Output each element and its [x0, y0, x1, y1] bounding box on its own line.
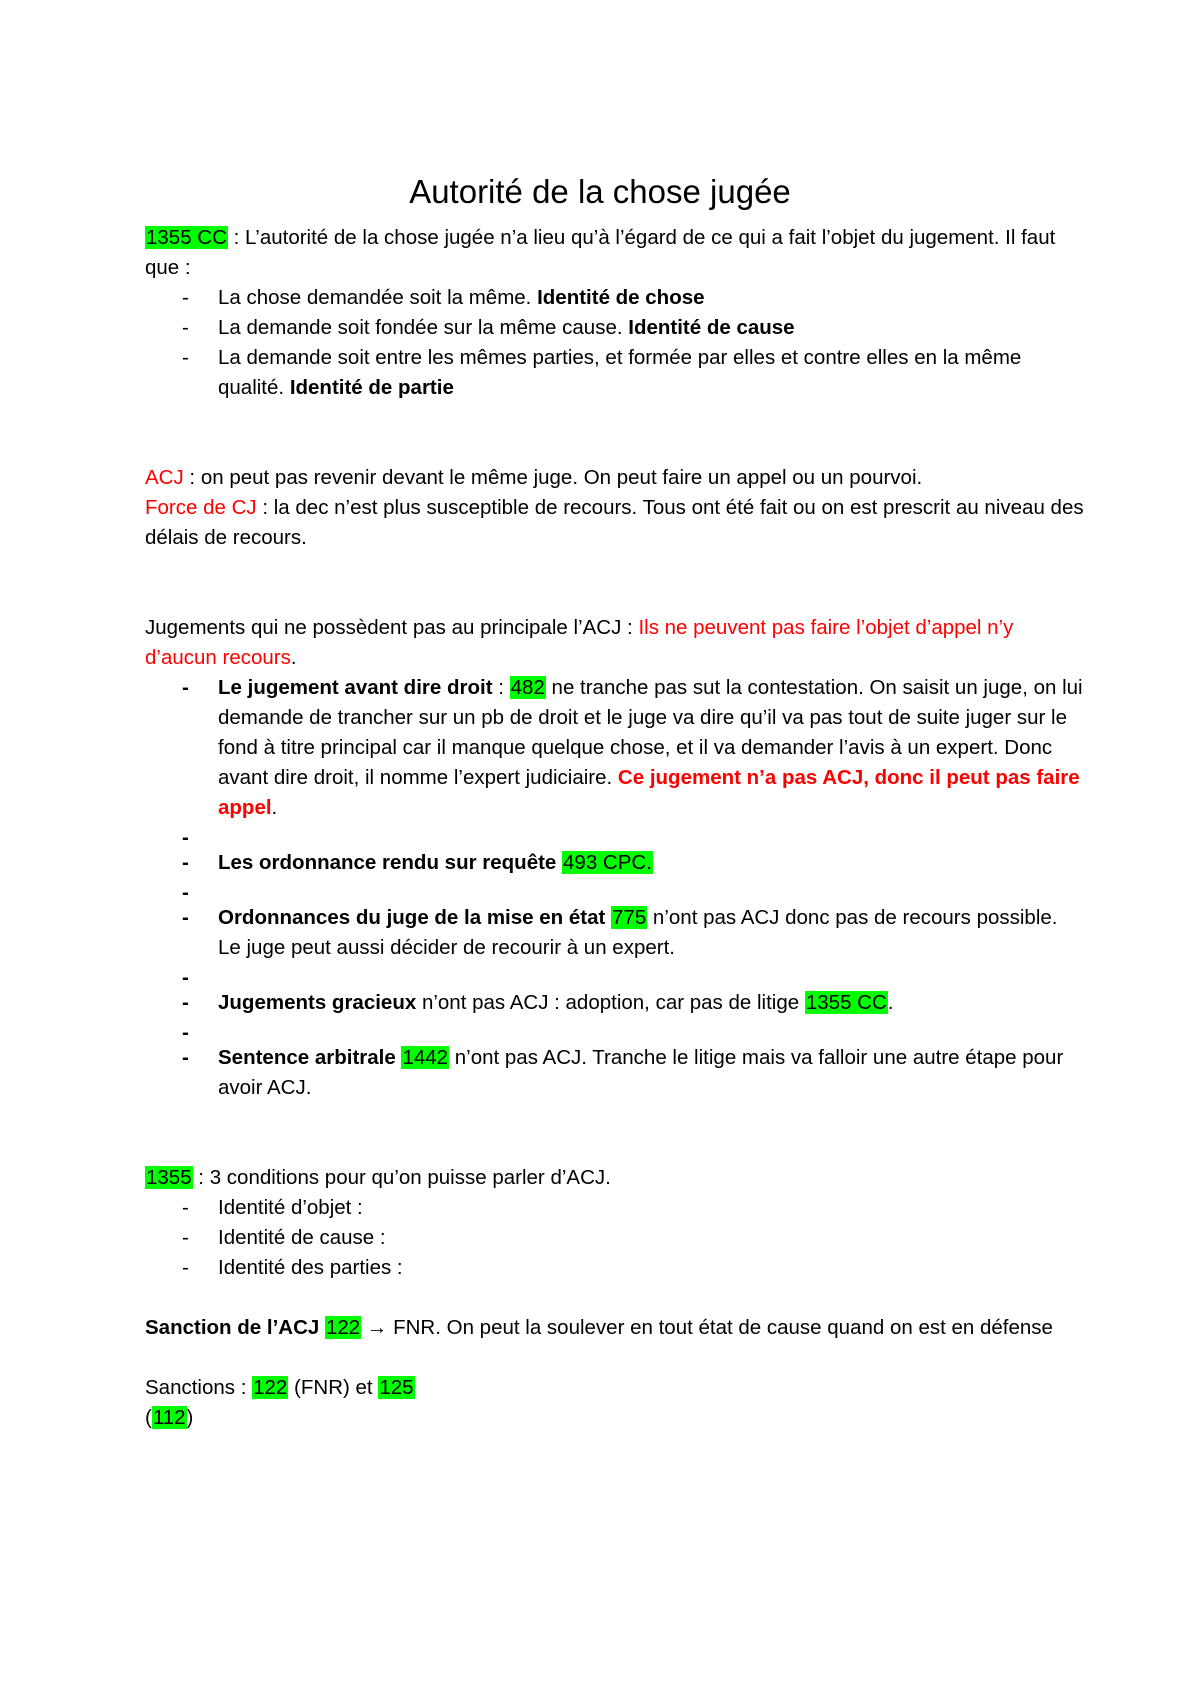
article-ref-highlight: 775	[612, 906, 647, 929]
list-item: - La demande soit entre les mêmes parties, et formée par elles et contre elles en la même qualité. Identité de partie	[218, 343, 1085, 403]
conditions-list	[145, 283, 1085, 403]
list-item: - Les ordonnance rendu sur requête 493 CPC.	[218, 848, 1085, 878]
paragraph-sanction: Sanction de l’ACJ 122 → FNR. On peut la soulever en tout état de cause quand on est en défense	[145, 1316, 1053, 1339]
list-item: - Identité des parties :	[218, 1253, 1085, 1283]
jugements-list	[145, 673, 1085, 1103]
article-ref-highlight: 1355 CC	[146, 226, 227, 249]
list-item: - Sentence arbitrale 1442 n’ont pas ACJ. Tranche le litige mais va falloir une autre étape pour avoir ACJ.	[218, 1043, 1085, 1103]
article-ref-highlight: 112	[152, 1406, 186, 1429]
definition-acj: ACJ : on peut pas revenir devant le même juge. On peut faire un appel ou un pourvoi.	[145, 466, 923, 489]
term-acj: ACJ	[145, 466, 184, 489]
article-ref-highlight: 1442	[402, 1046, 449, 1069]
list-item: - Identité d’objet :	[218, 1193, 1085, 1223]
list-item: - Identité de cause :	[218, 1223, 1085, 1253]
paragraph-conditions: 1355 : 3 conditions pour qu’on puisse parler d’ACJ.	[146, 1166, 611, 1189]
list-item: - Ordonnances du juge de la mise en état 775 n’ont pas ACJ donc pas de recours possible. Le juge peut aussi décider de recourir à un expert.	[218, 903, 1085, 963]
article-ref-highlight: 122	[325, 1316, 361, 1339]
definition-force-cj: Force de CJ : la dec n’est plus susceptible de recours. Tous ont été fait ou on est prescrit au niveau des délais de recours.	[145, 496, 1084, 549]
article-ref-highlight: 122	[253, 1376, 288, 1399]
conditions-acj-list	[145, 1193, 1085, 1283]
paragraph-1355: 1355 CC : L’autorité de la chose jugée n’a lieu qu’à l’égard de ce qui a fait l’objet du jugement. Il faut que :	[145, 226, 1056, 279]
arrow-icon: →	[366, 1316, 388, 1339]
list-item: - Le jugement avant dire droit : 482 ne tranche pas sut la contestation. On saisit un juge, on lui demande de trancher sur un pb de droit et le juge va dire qu’il va pas tout de suite juger sur le fond à titre principal car il manque quelque chose, et il va demander l’avis à un expert. Donc avant dire droit, il nomme l’expert judiciaire. Ce jugement n’a pas ACJ, donc il peut pas faire appel.	[218, 673, 1085, 823]
article-ref-highlight: 1355 CC	[805, 991, 887, 1014]
list-item: - La chose demandée soit la même. Identité de chose	[218, 283, 1085, 313]
paragraph-sanctions-note: (112)	[145, 1406, 194, 1429]
document-body	[145, 223, 1085, 1433]
list-item: - Jugements gracieux n’ont pas ACJ : adoption, car pas de litige 1355 CC.	[218, 988, 1085, 1018]
article-ref-highlight: 493 CPC.	[563, 851, 652, 874]
page-title: Autorité de la chose jugée	[409, 173, 791, 211]
article-ref-highlight: 482	[510, 676, 545, 699]
term-force-cj: Force de CJ	[145, 496, 257, 519]
list-item: - La demande soit fondée sur la même cause. Identité de cause	[218, 313, 1085, 343]
article-ref-highlight: 125	[379, 1376, 414, 1399]
paragraph-jugements: Jugements qui ne possèdent pas au principale l’ACJ : Ils ne peuvent pas faire l’objet d’appel n’y d’aucun recours.	[145, 616, 1014, 669]
article-ref-highlight: 1355	[146, 1166, 192, 1189]
paragraph-sanctions: Sanctions : 122 (FNR) et 125	[145, 1376, 414, 1399]
